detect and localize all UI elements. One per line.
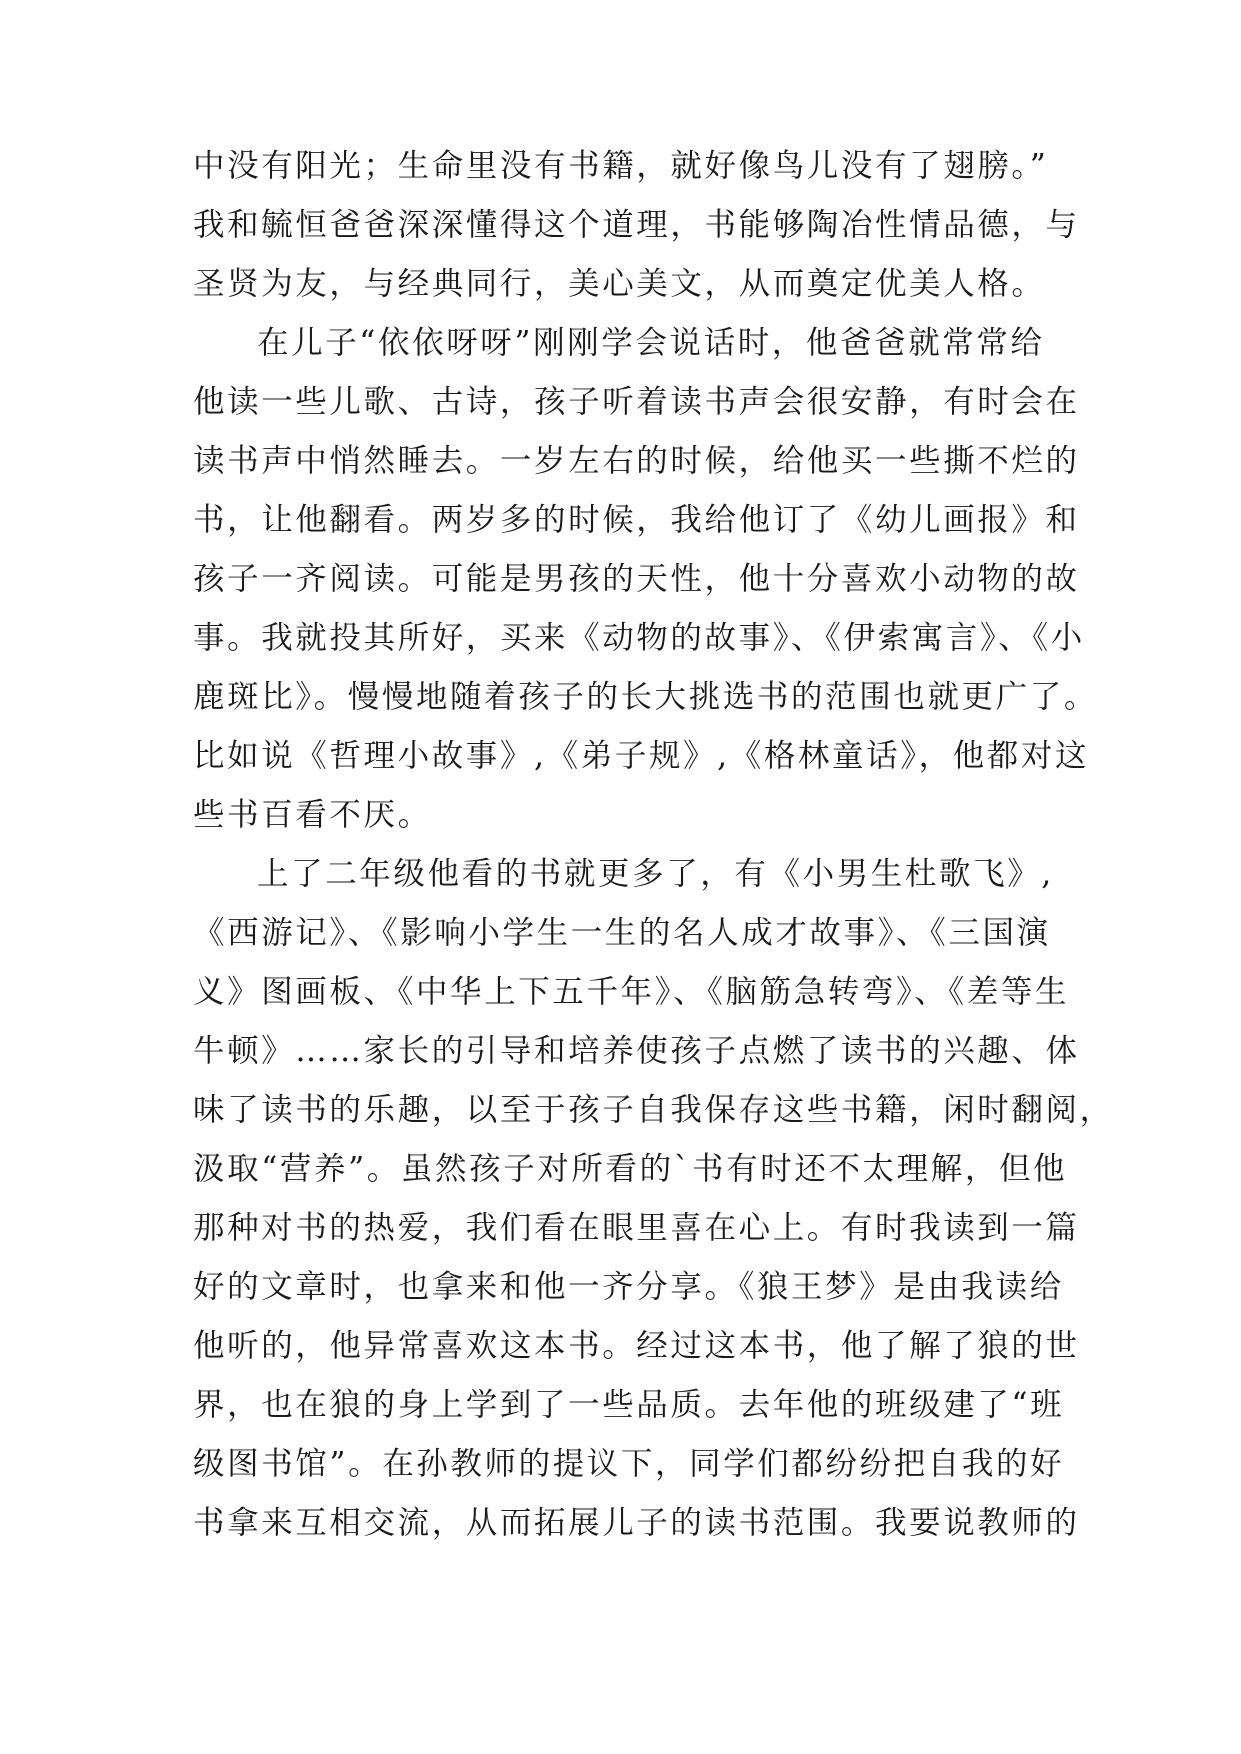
text-line: 鹿斑比》。慢慢地随着孩子的长大挑选书的范围也就更广了。 <box>193 679 1098 715</box>
text-line: 中没有阳光；生命里没有书籍，就好像鸟儿没有了翅膀。” <box>193 148 1049 184</box>
text-line: 牛顿》……家长的引导和培养使孩子点燃了读书的兴趣、体 <box>193 1033 1080 1069</box>
text-line: 比如说《哲理小故事》,《弟子规》,《格林童话》，他都对这 <box>193 738 1090 774</box>
text-line: 些书百看不厌。 <box>193 797 432 833</box>
text-line: 界，也在狼的身上学到了一些品质。去年他的班级建了“班 <box>193 1387 1065 1423</box>
text-line: 圣贤为友，与经典同行，美心美文，从而奠定优美人格。 <box>193 266 1046 302</box>
text-line: 他听的，他异常喜欢这本书。经过这本书，他了解了狼的世 <box>193 1328 1080 1364</box>
text-line: 我和毓恒爸爸深深懂得这个道理，书能够陶冶性情品德，与 <box>193 207 1080 243</box>
text-line: 味了读书的乐趣，以至于孩子自我保存这些书籍，闲时翻阅， <box>193 1092 1114 1128</box>
text-line: 《西游记》、《影响小学生一生的名人成才故事》、《三国演 <box>193 915 1051 951</box>
text-line: 书，让他翻看。两岁多的时候，我给他订了《幼儿画报》和 <box>193 502 1080 538</box>
text-line: 他读一些儿歌、古诗，孩子听着读书声会很安静，有时会在 <box>193 384 1080 420</box>
text-line: 汲取“营养”。虽然孩子对所看的`书有时还不太理解，但他 <box>193 1151 1068 1187</box>
text-line: 读书声中悄然睡去。一岁左右的时候，给他买一些撕不烂的 <box>193 443 1080 479</box>
paragraph-first-line: 在儿子“依依呀呀”刚刚学会说话时，他爸爸就常常给 <box>257 325 1045 361</box>
text-line: 义》图画板、《中华上下五千年》、《脑筋急转弯》、《差等生 <box>193 974 1070 1010</box>
text-line: 书拿来互相交流，从而拓展儿子的读书范围。我要说教师的 <box>193 1505 1080 1541</box>
text-line: 事。我就投其所好，买来《动物的故事》、《伊索寓言》、《小 <box>193 620 1085 656</box>
text-line: 好的文章时，也拿来和他一齐分享。《狼王梦》是由我读给 <box>193 1269 1064 1305</box>
text-line: 级图书馆”。在孙教师的提议下，同学们都纷纷把自我的好 <box>193 1446 1065 1482</box>
paragraph-first-line: 上了二年级他看的书就更多了，有《小男生杜歌飞》, <box>257 856 1054 892</box>
text-line: 孩子一齐阅读。可能是男孩的天性，他十分喜欢小动物的故 <box>193 561 1080 597</box>
text-line: 那种对书的热爱，我们看在眼里喜在心上。有时我读到一篇 <box>193 1210 1080 1246</box>
